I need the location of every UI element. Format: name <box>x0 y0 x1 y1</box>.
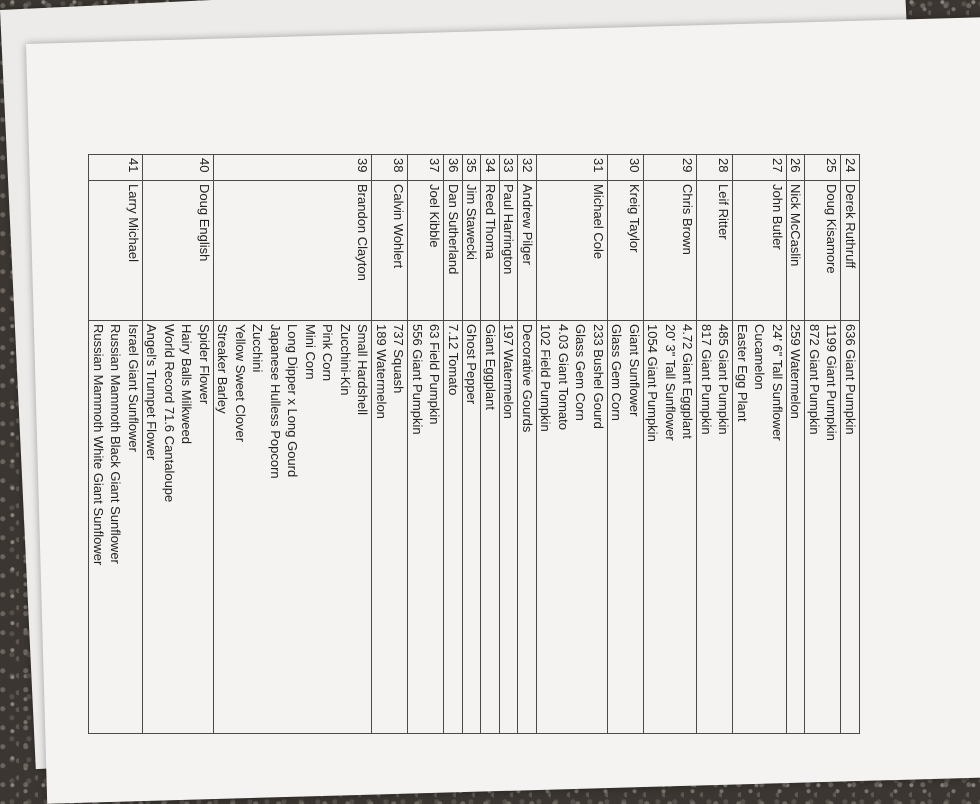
grower-name: Calvin Wohlert <box>372 181 408 321</box>
entry-number: 29 <box>644 155 698 181</box>
entries-cell <box>733 321 787 734</box>
entries-cell <box>463 321 482 734</box>
entry-item: 189 Watermelon <box>374 324 389 419</box>
table-row <box>408 155 444 734</box>
entry-number: 32 <box>518 155 537 181</box>
entry-number: 36 <box>444 155 463 181</box>
entry-item: 1199 Giant Pumpkin <box>824 324 840 441</box>
grower-name: Derek Ruthruff <box>841 181 860 321</box>
entry-number: 38 <box>372 155 408 181</box>
entry-item: Zucchini <box>250 324 266 373</box>
table-row <box>500 155 519 734</box>
entry-item: 20' 3" Tall Sunflower <box>663 324 678 441</box>
entries-cell <box>518 321 537 734</box>
grower-name: Nick McCaslin <box>787 181 806 321</box>
entry-item: 7.12 Tomato <box>446 324 461 396</box>
entries-table <box>89 154 861 734</box>
entry-item: 24' 6" Tall Sunflower <box>770 324 785 441</box>
entries-cell <box>805 321 841 734</box>
entry-number: 26 <box>787 155 806 181</box>
table-row <box>608 155 644 734</box>
entry-item: 636 Giant Pumpkin <box>843 324 858 435</box>
entry-item: Spider Flower <box>197 324 212 405</box>
entry-item: 737 Squash <box>391 324 407 394</box>
table-row <box>518 155 537 734</box>
entries-cell <box>444 321 463 734</box>
entry-item: Yellow Sweet Clover <box>233 324 248 443</box>
entry-item: Russian Mammoth White Giant Sunflower <box>91 324 106 566</box>
entry-item: World Record 71.6 Cantaloupe <box>162 324 177 503</box>
grower-name: Jim Stawecki <box>463 181 482 321</box>
entry-number: 25 <box>805 155 841 181</box>
entries-cell <box>537 321 608 734</box>
entry-item: 233 Bushel Gourd <box>591 324 606 429</box>
entry-number: 41 <box>89 155 143 181</box>
entry-item: Russian Mammoth Black Giant Sunflower <box>108 324 124 564</box>
grower-name: Larry Michael <box>89 181 143 321</box>
table-row <box>214 155 373 734</box>
entry-number: 35 <box>463 155 482 181</box>
entries-table-area <box>75 154 860 734</box>
grower-name: Michael Cole <box>537 181 608 321</box>
entry-item: Long Dipper x Long Gourd <box>285 324 301 478</box>
entry-item: Small Hardshell <box>355 324 371 416</box>
entry-item: Israel Giant Sunflower <box>126 324 141 452</box>
entries-cell <box>143 321 214 734</box>
table-row <box>537 155 608 734</box>
grower-name: Leif Ritter <box>697 181 733 321</box>
table-row <box>444 155 463 734</box>
grower-name: Dan Sutherland <box>444 181 463 321</box>
entry-number: 30 <box>608 155 644 181</box>
entry-number: 28 <box>697 155 733 181</box>
entry-number: 34 <box>481 155 500 181</box>
entry-number: 33 <box>500 155 519 181</box>
table-row <box>841 155 860 734</box>
entry-item: Streaker Barley <box>215 324 231 414</box>
entry-number: 39 <box>214 155 373 181</box>
table-row <box>644 155 698 734</box>
entry-item: Giant Eggplant <box>483 324 498 411</box>
grower-name: Andrew Pilger <box>518 181 537 321</box>
entries-cell <box>408 321 444 734</box>
entry-number: 24 <box>841 155 860 181</box>
table-row <box>733 155 787 734</box>
table-row <box>463 155 482 734</box>
entries-cell <box>214 321 373 734</box>
entry-item: 872 Giant Pumpkin <box>807 324 822 435</box>
grower-name: John Butler <box>733 181 787 321</box>
entries-cell <box>644 321 698 734</box>
entry-number: 31 <box>537 155 608 181</box>
grower-name: Chris Brown <box>644 181 698 321</box>
table-row <box>143 155 214 734</box>
grower-name: Brandon Clayton <box>214 181 373 321</box>
grower-name: Paul Harrington <box>500 181 519 321</box>
entries-cell <box>841 321 860 734</box>
entry-item: Glass Gem Corn <box>609 324 625 421</box>
entry-item: Zucchini-Kin <box>338 324 353 396</box>
entry-item: Ghost Pepper <box>464 324 480 405</box>
entries-cell <box>787 321 806 734</box>
entries-cell <box>89 321 143 734</box>
entry-item: Mini Corn <box>303 324 318 380</box>
entry-item: Easter Egg Plant <box>735 324 750 422</box>
entry-item: Glass Gem Corn <box>573 324 589 421</box>
grower-name: Doug English <box>143 181 214 321</box>
entry-number: 40 <box>143 155 214 181</box>
entry-item: Japanese Hulless Popcorn <box>268 324 283 479</box>
grower-name: Doug Kisamore <box>805 181 841 321</box>
entry-item: 102 Field Pumpkin <box>538 324 554 432</box>
entry-item: 1054 Giant Pumpkin <box>645 324 661 442</box>
grower-name: Reed Thoma <box>481 181 500 321</box>
entries-cell <box>608 321 644 734</box>
entry-item: Hairy Balls Milkweed <box>179 324 195 444</box>
entry-item: Pink Corn <box>320 324 336 382</box>
entry-number: 27 <box>733 155 787 181</box>
table-row <box>481 155 500 734</box>
table-row <box>89 155 143 734</box>
entry-item: 485 Giant Pumpkin <box>716 324 732 435</box>
entry-item: 4.72 Giant Eggplant <box>680 324 696 439</box>
entry-item: Angel's Trumpet Flower <box>144 324 160 461</box>
entry-item: Giant Sunflower <box>627 324 642 417</box>
entry-item: Cucamelon <box>752 324 768 390</box>
entry-item: 556 Giant Pumpkin <box>410 324 425 435</box>
grower-name: Joel Kibble <box>408 181 444 321</box>
table-row <box>372 155 408 734</box>
entry-number: 37 <box>408 155 444 181</box>
table-row <box>697 155 733 734</box>
entry-item: Decorative Gourds <box>520 324 535 433</box>
entry-item: 63 Field Pumpkin <box>427 324 443 425</box>
table-row <box>787 155 806 734</box>
entries-cell <box>372 321 408 734</box>
entry-item: 4.03 Giant Tomato <box>556 324 571 430</box>
entries-cell <box>500 321 519 734</box>
entries-cell <box>481 321 500 734</box>
table-row <box>805 155 841 734</box>
entries-cell <box>697 321 733 734</box>
entry-item: 817 Giant Pumpkin <box>699 324 714 435</box>
grower-name: Kreig Taylor <box>608 181 644 321</box>
entry-item: 259 Watermelon <box>788 324 804 419</box>
entry-item: 197 Watermelon <box>501 324 517 419</box>
